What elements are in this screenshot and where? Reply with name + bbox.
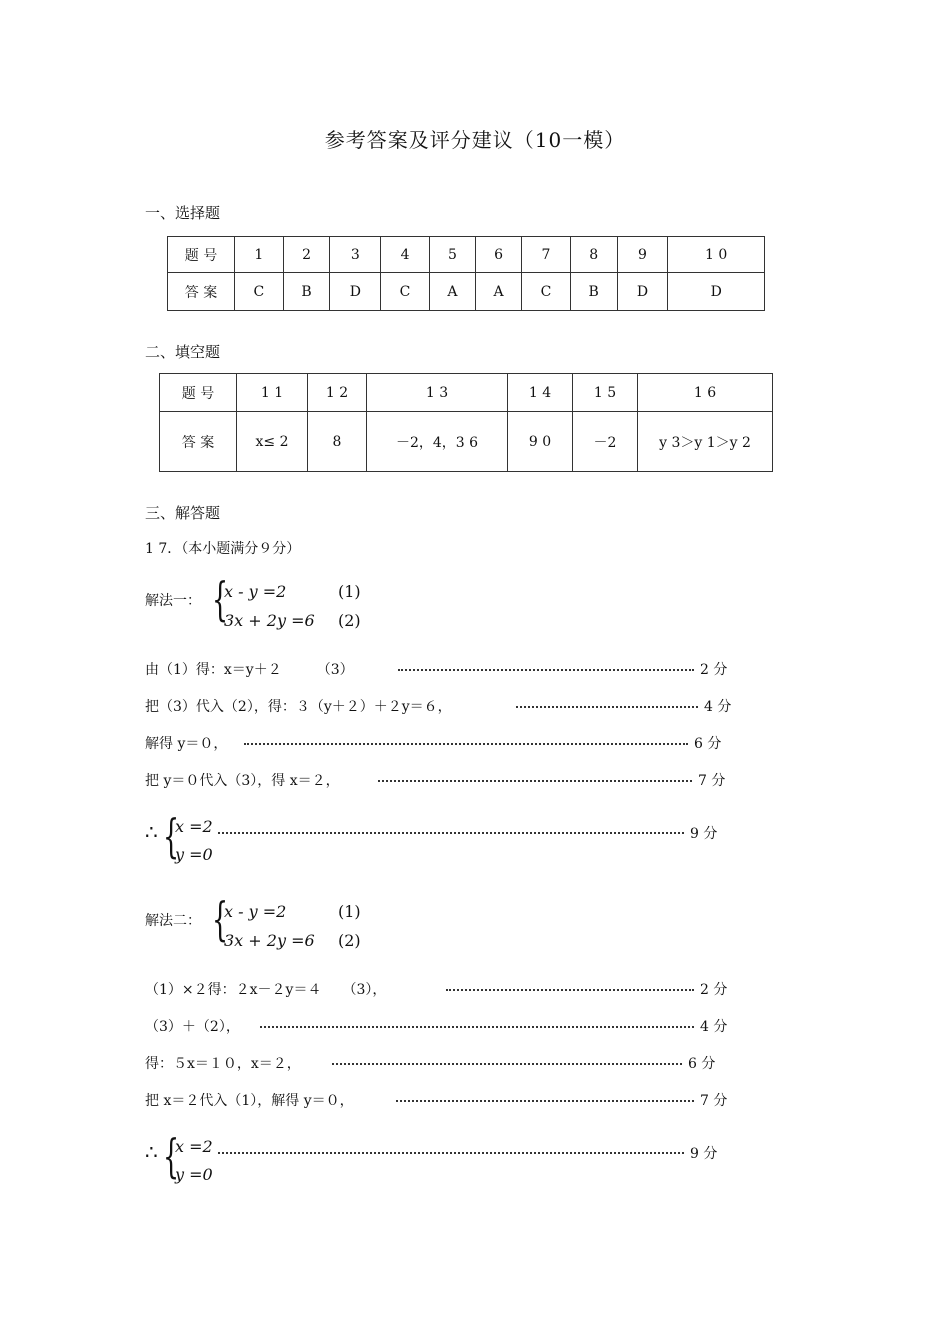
question-number: 1 <box>235 237 284 273</box>
step-score: 2 分 <box>700 982 728 998</box>
equation-tag: (2) <box>338 611 361 630</box>
therefore-symbol: ∴ <box>145 1140 158 1164</box>
answer-cell: B <box>283 273 330 311</box>
answer-label: 答 案 <box>168 273 235 311</box>
step-score: 6 分 <box>688 1056 716 1072</box>
result-equation: y =0 <box>175 1165 213 1184</box>
dotted-leader <box>244 743 688 745</box>
dotted-leader <box>378 780 692 782</box>
brace-symbol: { <box>212 892 229 946</box>
result-system <box>163 809 223 873</box>
section-heading-fill: 二、填空题 <box>145 343 221 361</box>
brace-symbol: { <box>163 1129 180 1183</box>
method-label: 解法二： <box>145 913 201 929</box>
dotted-leader <box>398 669 694 671</box>
answer-cell: A <box>475 273 521 311</box>
answer-cell: 8 <box>308 412 367 472</box>
question-number: 1 1 <box>237 374 308 412</box>
equation: x - y =2 <box>224 902 287 921</box>
step-text: （1）×２得：２x－２y＝４ （3）， <box>145 982 387 998</box>
equation-tag: (1) <box>338 582 361 601</box>
step-text: 把 y＝０代入（3），得 x＝２， <box>145 773 340 789</box>
answer-cell: C <box>381 273 430 311</box>
question-number: 4 <box>381 237 430 273</box>
question-number: 3 <box>330 237 381 273</box>
answer-cell: D <box>617 273 668 311</box>
brace-symbol: { <box>163 809 180 863</box>
result-system <box>163 1129 223 1193</box>
question-number: 7 <box>522 237 571 273</box>
dotted-leader <box>218 1152 684 1154</box>
step-text: 由（1）得：x＝y＋２ （3） <box>145 662 354 678</box>
equation-tag: (1) <box>338 902 361 921</box>
step-text: 得：５x＝１０，x＝２， <box>145 1056 301 1072</box>
answer-cell: －2 <box>573 412 638 472</box>
equation: 3x + 2y =6 <box>224 931 315 950</box>
step-score: 2 分 <box>700 662 728 678</box>
question-number: 1 2 <box>308 374 367 412</box>
question-number: 1 4 <box>508 374 573 412</box>
method-label: 解法一： <box>145 593 201 609</box>
page-title: 参考答案及评分建议（10一模） <box>324 128 626 152</box>
problem-title: 1 7．（本小题满分９分） <box>145 541 301 557</box>
question-number: 1 5 <box>573 374 638 412</box>
equation: x - y =2 <box>224 582 287 601</box>
question-number: 1 6 <box>638 374 773 412</box>
section-heading-solve: 三、解答题 <box>145 504 221 522</box>
answer-cell: D <box>668 273 765 311</box>
dotted-leader <box>516 706 698 708</box>
header-label: 题 号 <box>160 374 237 412</box>
dotted-leader <box>396 1100 694 1102</box>
dotted-leader <box>260 1026 694 1028</box>
dotted-leader <box>332 1063 682 1065</box>
question-number: 5 <box>429 237 475 273</box>
answer-cell: C <box>235 273 284 311</box>
step-text: 把 x＝２代入（1），解得 y＝０， <box>145 1093 354 1109</box>
answer-cell: A <box>429 273 475 311</box>
therefore-symbol: ∴ <box>145 820 158 844</box>
step-score: 4 分 <box>704 699 732 715</box>
result-equation: y =0 <box>175 845 213 864</box>
step-text: （3）＋（2）， <box>145 1019 240 1035</box>
final-score: 9 分 <box>690 826 718 842</box>
answer-cell: C <box>522 273 571 311</box>
brace-symbol: { <box>212 572 229 626</box>
result-equation: x =2 <box>175 817 213 836</box>
equation-system <box>212 892 372 956</box>
question-number: 6 <box>475 237 521 273</box>
step-score: 4 分 <box>700 1019 728 1035</box>
section-heading-choice: 一、选择题 <box>145 204 221 222</box>
step-text: 把（3）代入（2），得：３（y＋２）＋２y＝６， <box>145 699 452 715</box>
dotted-leader <box>446 989 694 991</box>
answer-cell: x≤ 2 <box>237 412 308 472</box>
step-score: 6 分 <box>694 736 722 752</box>
final-score: 9 分 <box>690 1146 718 1162</box>
question-number: 1 0 <box>668 237 765 273</box>
fill-answer-table <box>159 373 773 472</box>
answer-cell: y 3＞y 1＞y 2 <box>638 412 773 472</box>
answer-label: 答 案 <box>160 412 237 472</box>
equation-system <box>212 572 372 636</box>
question-number: 1 3 <box>367 374 508 412</box>
header-label: 题 号 <box>168 237 235 273</box>
question-number: 8 <box>570 237 617 273</box>
dotted-leader <box>218 832 684 834</box>
choice-answer-table <box>167 236 765 311</box>
question-number: 2 <box>283 237 330 273</box>
step-score: 7 分 <box>700 1093 728 1109</box>
result-equation: x =2 <box>175 1137 213 1156</box>
answer-cell: 9 0 <box>508 412 573 472</box>
step-text: 解得 y＝０， <box>145 736 228 752</box>
step-score: 7 分 <box>698 773 726 789</box>
answer-cell: －2，4，3 6 <box>367 412 508 472</box>
equation: 3x + 2y =6 <box>224 611 315 630</box>
equation-tag: (2) <box>338 931 361 950</box>
answer-cell: D <box>330 273 381 311</box>
question-number: 9 <box>617 237 668 273</box>
answer-cell: B <box>570 273 617 311</box>
